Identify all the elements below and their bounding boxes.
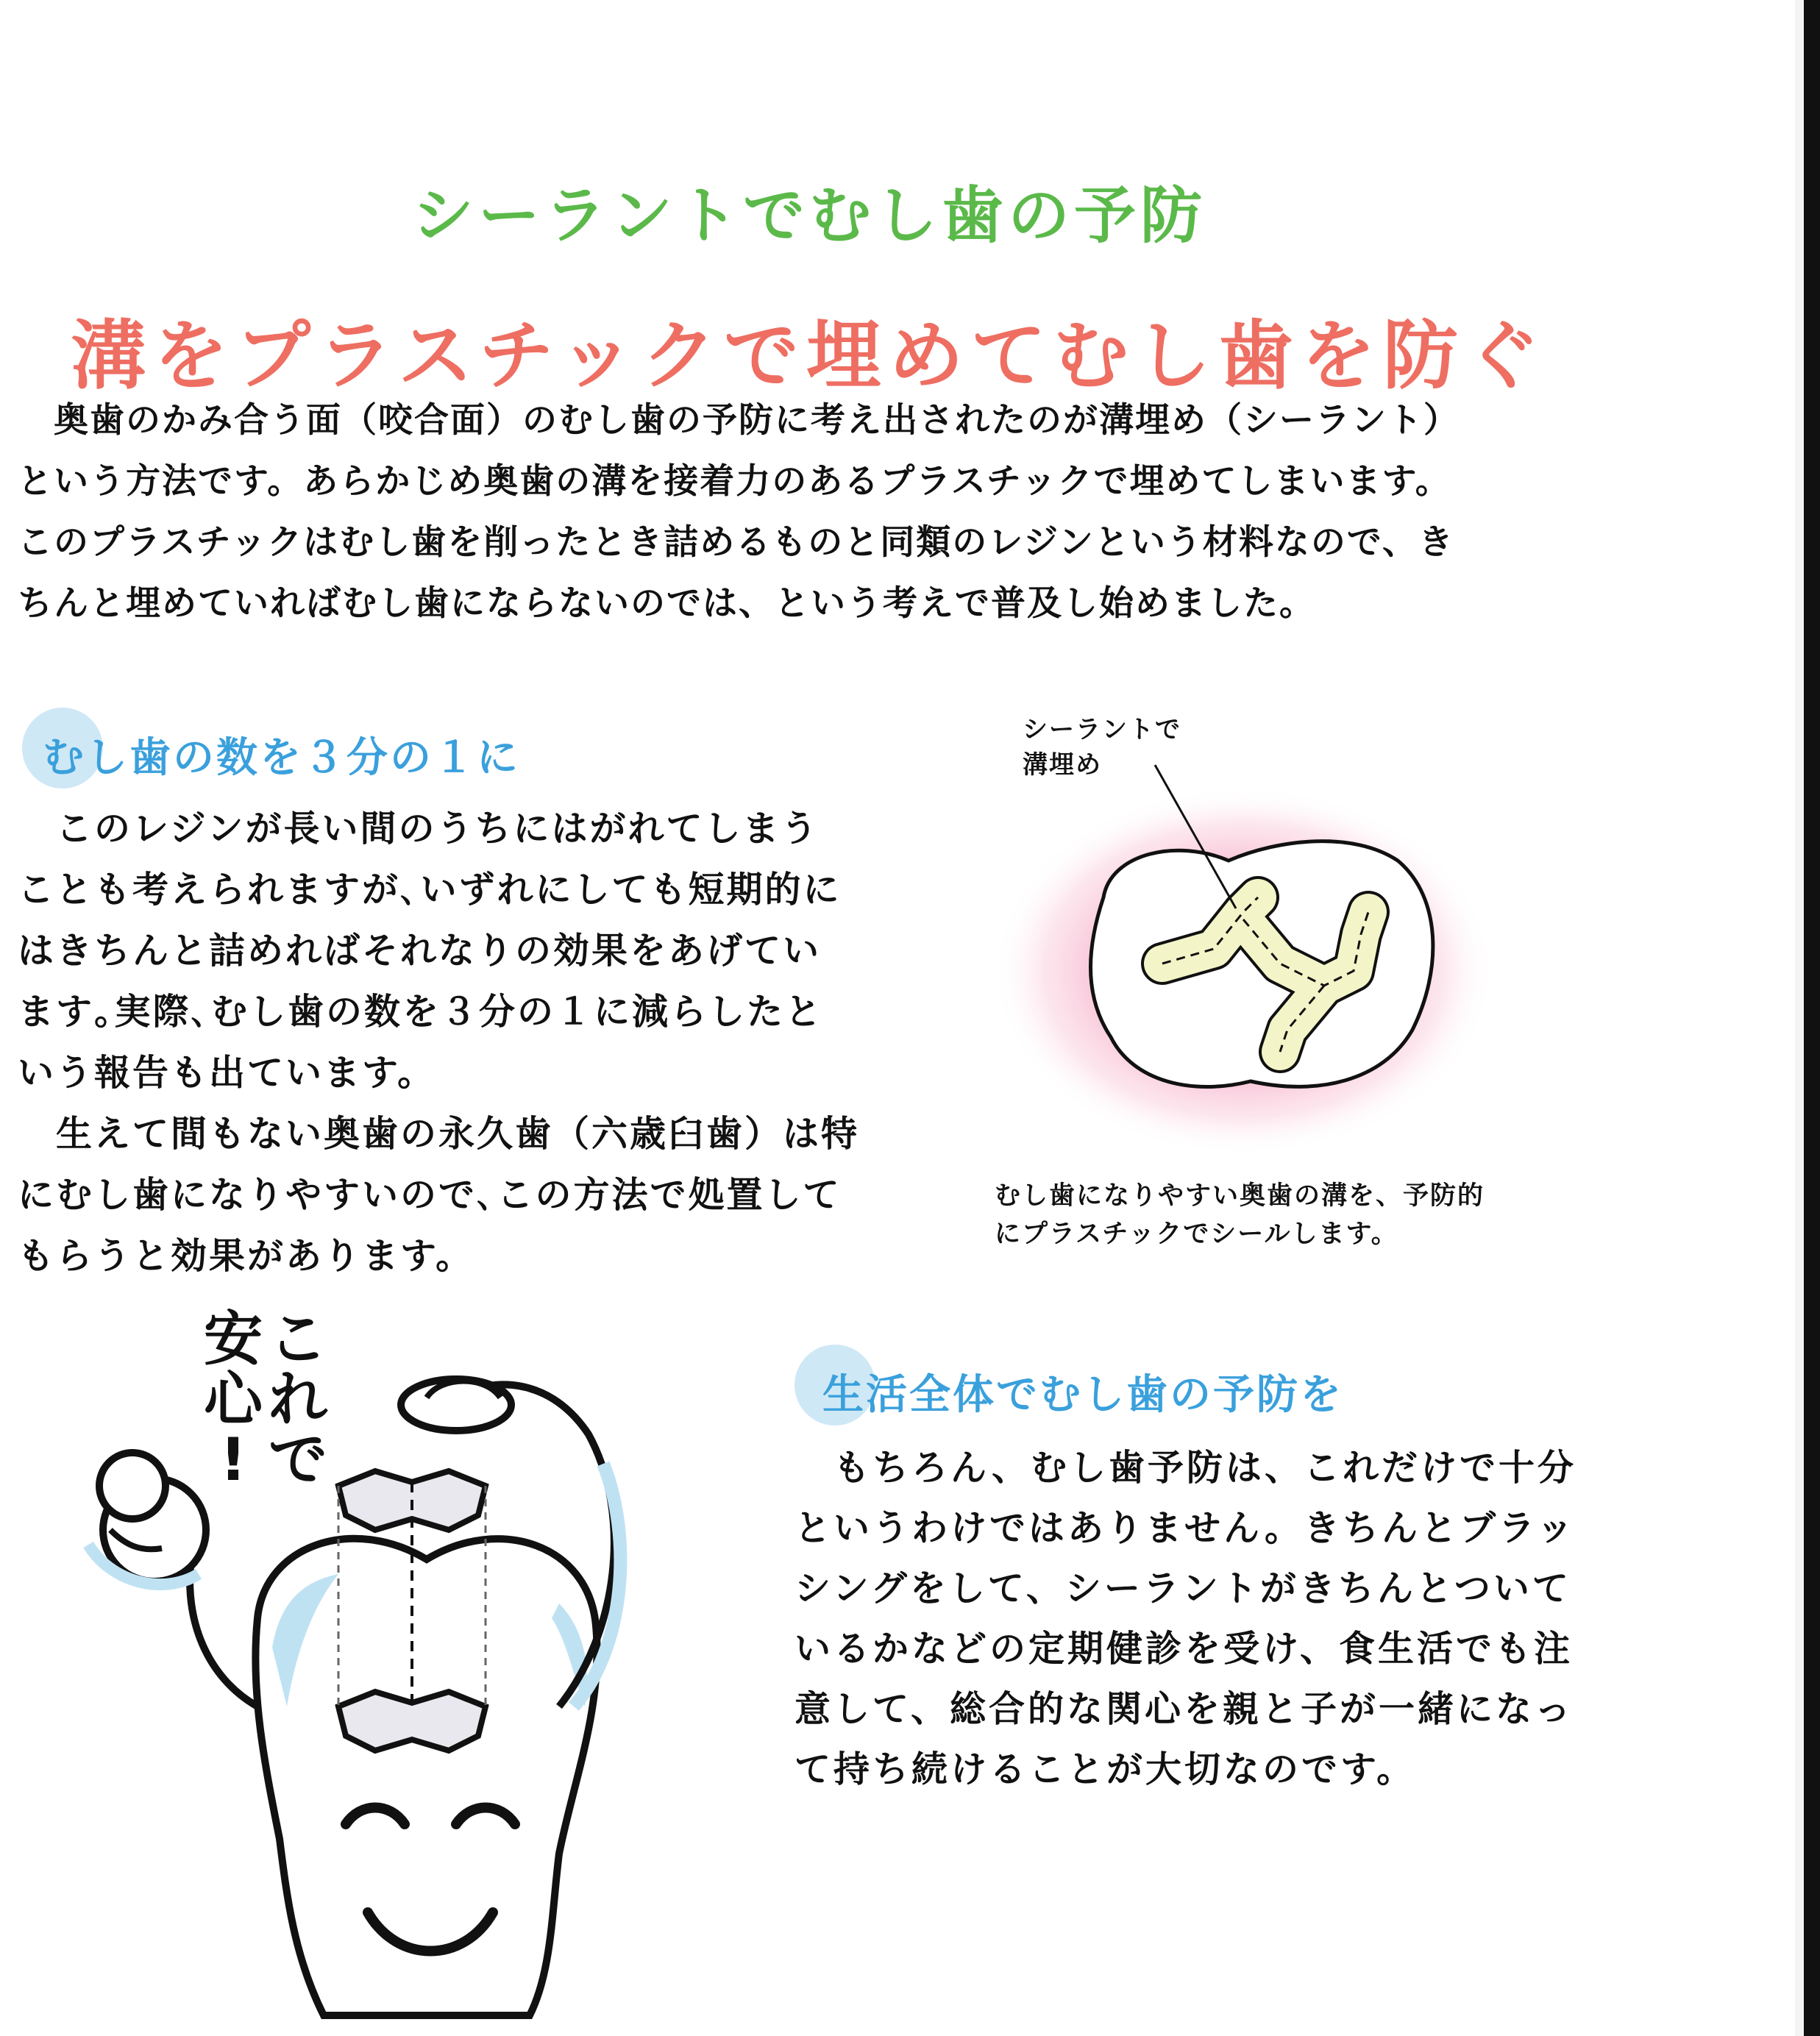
section1-line: いう報告も出ています。 (18, 1052, 436, 1094)
section2-body (795, 1438, 1576, 1800)
intro-paragraph (18, 390, 1460, 634)
page-edge-shade (1795, 0, 1804, 2036)
section1-body (18, 798, 859, 1286)
section2-heading: 生活全体でむし歯の予防を (822, 1371, 1343, 1419)
tooth-mascot-illustration (44, 1295, 677, 2030)
mascot-left-arm (190, 1559, 257, 1706)
section1-line: このレジンが長い間のうちにはがれてしまう (18, 808, 820, 850)
section2-line: もちろん、むし歯予防は、これだけで十分 (795, 1447, 1576, 1489)
slogan-column-2: 安 心 ! (204, 1305, 263, 1494)
figure-caption: むし歯になりやすい奥歯の溝を、予防的 にプラスチックでシールします。 (995, 1181, 1485, 1249)
intro-line: ちんと埋めていればむし歯にならないのでは、という考えで普及し始めました。 (18, 583, 1315, 624)
molar-sealant-illustration (971, 750, 1530, 1162)
section1-line: もらうと効果があります。 (18, 1235, 474, 1277)
intro-line: という方法です。あらかじめ奥歯の溝を接着力のあるプラスチックで埋めてしまいます。 (18, 461, 1451, 502)
section2-line: というわけではありません。きちんとブラッ (795, 1507, 1576, 1549)
mascot-thumb (99, 1453, 166, 1519)
section1-line: ます｡実際､むし歯の数を３分の１に減らしたと (18, 991, 824, 1033)
page-title: シーラントでむし歯の予防 (411, 179, 1206, 252)
section1-heading: むし歯の数を３分の１に (43, 734, 520, 782)
slogan-column-1: こ れ で (269, 1305, 327, 1494)
page-edge-border (1804, 0, 1820, 2036)
page-subtitle: 溝をプラスチックで埋めてむし歯を防ぐ (71, 312, 1548, 400)
mascot-right-hand (401, 1379, 511, 1431)
section1-line: 生えて間もない奥歯の永久歯（六歳臼歯）は特 (18, 1113, 860, 1155)
section1-line: にむし歯になりやすいので､この方法で処置して (18, 1174, 842, 1216)
section2-line: いるかなどの定期健診を受け、食生活でも注 (795, 1628, 1574, 1670)
section1-line: はきちんと詰めればそれなりの効果をあげてい (18, 930, 822, 972)
section2-line: 意して、総合的な関心を親と子が一緒になっ (795, 1688, 1574, 1730)
intro-line: このプラスチックはむし歯を削ったとき詰めるものと同類のレジンという材料なので、き (18, 522, 1454, 563)
section1-line: ことも考えられますが､いずれにしても短期的に (18, 869, 842, 911)
section2-line: シングをして、シーラントがきちんとついて (795, 1567, 1571, 1609)
sealant-callout-label: シーラントで 溝埋め (1023, 715, 1181, 780)
section2-line: て持ち続けることが大切なのです。 (795, 1748, 1416, 1790)
intro-line: 奥歯のかみ合う面（咬合面）のむし歯の予防に考え出されたのが溝埋め（シーラント） (18, 400, 1460, 441)
